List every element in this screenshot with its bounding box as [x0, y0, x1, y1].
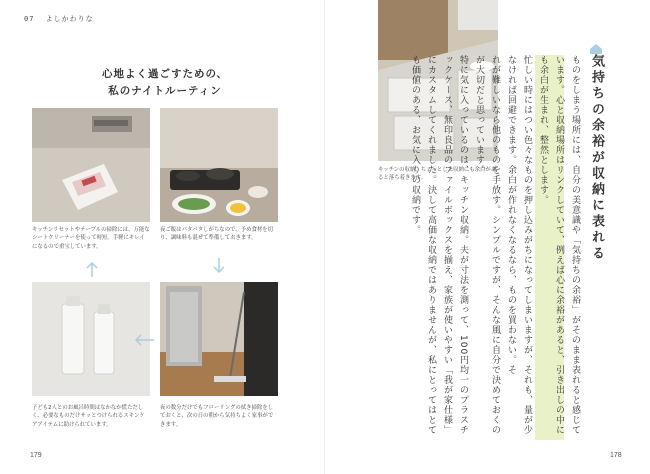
caption-floor-wiping: 夜の数分だけでもフローリングの拭き掃除をしておくと、次の日の朝から気持ちよく家事ができます。	[160, 405, 274, 428]
routine-title-line-2: 私のナイトルーティン	[108, 85, 222, 97]
arrow-left-icon	[135, 334, 155, 349]
right-page	[325, 0, 650, 474]
chapter-number: 07	[24, 15, 35, 23]
caption-skincare: 子ども2人とのお風呂時間はなかなか慌ただしく、必要なものだけサッとつけられるスキンケアアイテムに助けられています。	[32, 405, 145, 428]
caption-sheet-cleaner: キッチンリセットやテーブルの掃除には、万能なシートクリーナーを使って時短。手軽にキレイになるので重宝しています。	[32, 227, 150, 250]
body-paragraph: れが難しいなら他のものを手放す。シンプルですが、そんな風に自分で決めておくのが大切だと思っています。	[474, 55, 500, 435]
photo-skincare	[32, 282, 150, 396]
arrow-up-icon	[86, 262, 98, 281]
body-text	[383, 55, 583, 440]
page-number-right: 178	[610, 452, 622, 459]
arrow-down-icon	[213, 257, 225, 276]
body-paragraph: 忙しい時にはつい色々なものを押し込みがちになってしまいますが、それも、量が少なければ回避できます。余白が作れなくなるなら、ものを買わない。そ	[506, 55, 532, 435]
chapter-title: よしかわりな	[45, 15, 94, 23]
section-heading: 気持ちの余裕が収納に表れる	[589, 54, 604, 262]
photo-cooking-prep	[160, 108, 278, 222]
body-paragraph: ものをしまう場所には、自分の美意識や「気持ちの余裕」がそのまま表れると感じています。心と収納場所はリンクしていて、例えば心に余裕があると、引き出しの中にも余白が生まれ、整然とします。	[535, 55, 583, 440]
caption-cooking-prep: 夜ご飯はパタパタしがちなので、予め食材を切り、調味料も混ぜて準備しておきます。	[160, 227, 274, 242]
caption-kitchen-storage: キッチンの収納。ちょっとした収納にも余白があると落ち着きます。	[378, 167, 497, 182]
photo-sheet-cleaner	[32, 108, 150, 222]
chapter-header	[24, 14, 94, 24]
routine-title	[60, 66, 270, 100]
photo-floor-wiping	[160, 282, 278, 396]
page-number-left: 179	[30, 452, 42, 459]
body-paragraph: 特に気に入っているのは、キッチン収納。夫が寸法を測って、100円均一のプラスチックケース、無印良品のファイルボックスを揃え、家族が使いやすい「我が家仕様」にカスタムしてくれました。決して高価な収納ではありませんが、私にとってはとても価値のある、お気に入りの収納です。	[410, 55, 468, 436]
routine-title-line-1: 心地よく過ごすための、	[101, 68, 229, 80]
